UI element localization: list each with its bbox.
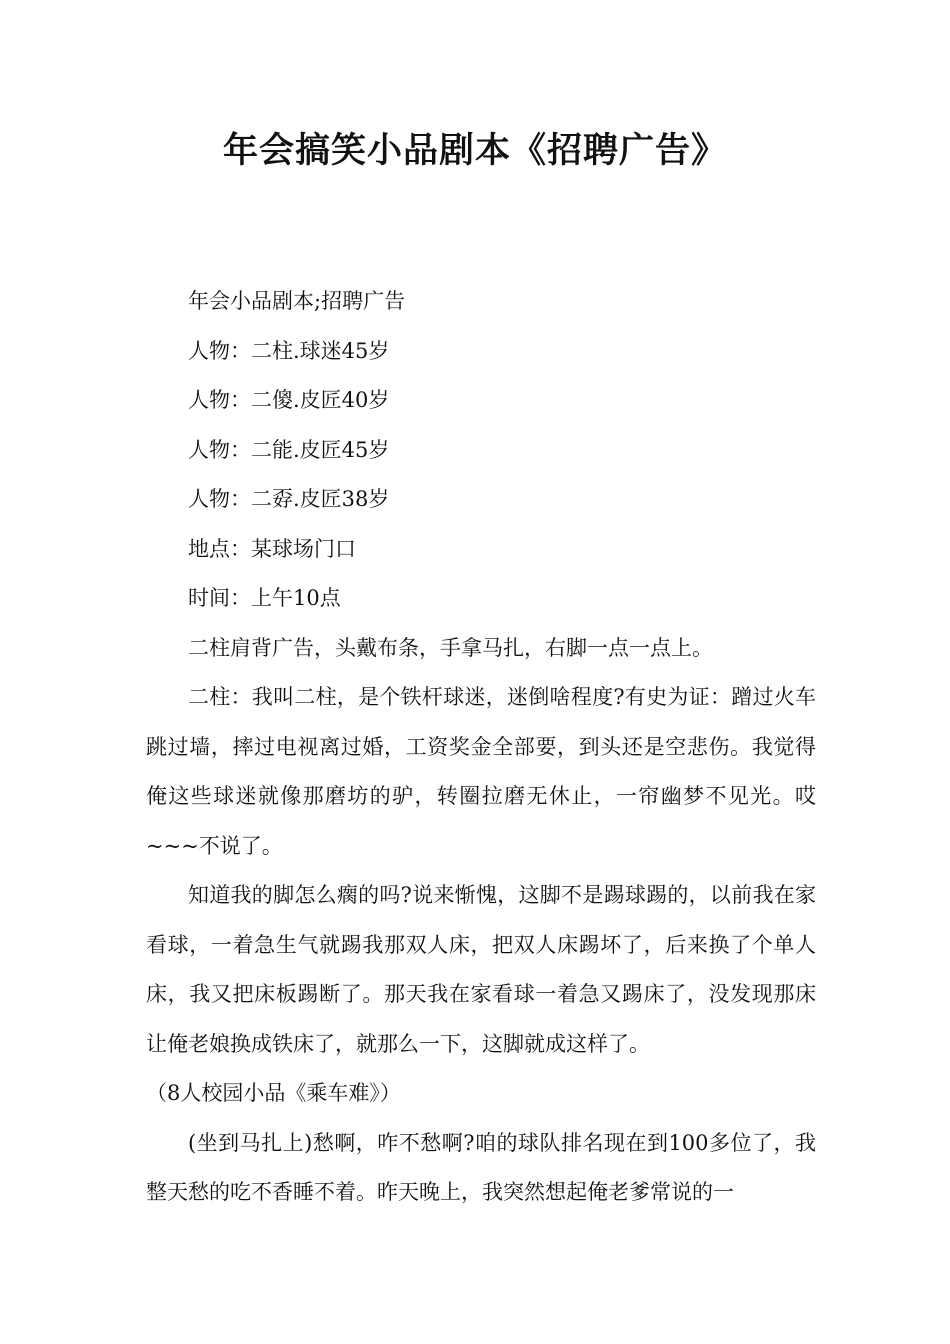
paragraph-monologue-3: (坐到马扎上)愁啊，咋不愁啊?咱的球队排名现在到100多位了，我整天愁的吃不香睡不着。昨天晚上，我突然想起俺老爹常说的一: [146, 1130, 816, 1204]
paragraph-script-name: 年会小品剧本;招聘广告: [188, 289, 406, 313]
paragraph-time: 时间：上午10点: [188, 586, 341, 610]
paragraph-monologue-1: 二柱：我叫二柱，是个铁杆球迷，迷倒啥程度?有史为证：蹭过火车跳过墙，摔过电视离过婚，工资奖金全部要，到头还是空悲伤。我觉得俺这些球迷就像那磨坊的驴，转圈拉磨无休止，一帘幽梦不见光。哎~~~不说了。: [146, 685, 816, 858]
document-title: 年会搞笑小品剧本《招聘广告》: [222, 130, 727, 171]
paragraph-character-ernao: 人物：二孬.皮匠38岁: [188, 487, 390, 511]
paragraph-location: 地点：某球场门口: [188, 536, 356, 561]
paragraph-character-erneng: 人物：二能.皮匠45岁: [188, 437, 390, 462]
paragraph-monologue-2: 知道我的脚怎么瘸的吗?说来惭愧，这脚不是踢球踢的，以前我在家看球，一着急生气就踢我那双人床，把双人床踢坏了，后来换了个单人床，我又把床板踢断了。那天我在家看球一着急又踢床了，没发现那床让俺老娘换成铁床了，就那么一下，这脚就成这样了。: [146, 883, 816, 1056]
paragraph-reference: （8人校园小品《乘车难》）: [146, 1081, 401, 1105]
paragraph-character-ersha: 人物：二傻.皮匠40岁: [188, 388, 390, 412]
paragraph-stage-direction: 二柱肩背广告，头戴布条，手拿马扎，右脚一点一点上。: [188, 635, 713, 660]
paragraph-character-erzhu: 人物：二柱.球迷45岁: [188, 338, 390, 363]
document-body: [146, 277, 816, 1218]
